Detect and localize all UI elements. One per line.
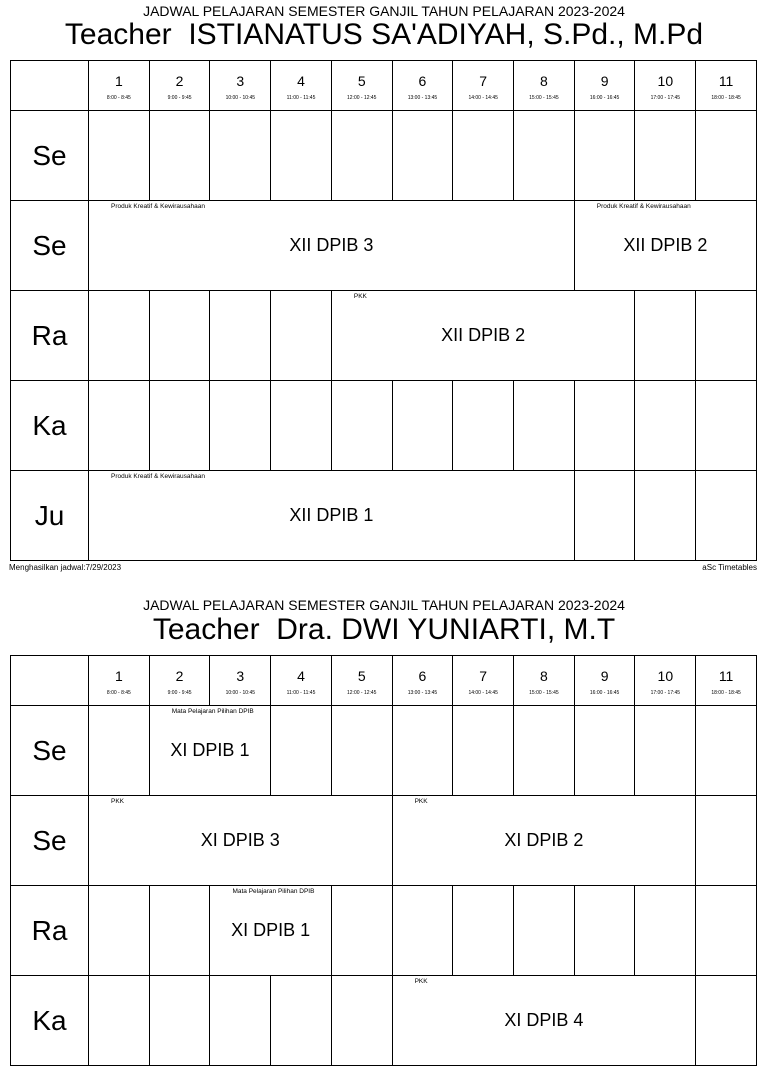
empty-slot [696, 886, 757, 976]
period-number: 3 [236, 73, 245, 89]
day-row [11, 706, 757, 796]
period-header [392, 656, 453, 706]
lesson-cell [149, 706, 270, 796]
empty-slot [149, 976, 210, 1066]
period-number: 4 [297, 668, 305, 684]
empty-slot [331, 886, 392, 976]
day-label: Se [11, 706, 89, 796]
empty-slot [149, 291, 210, 381]
period-header [696, 61, 757, 111]
period-header [696, 656, 757, 706]
period-time: 12:00 - 12:45 [347, 690, 377, 696]
period-number: 5 [357, 73, 366, 89]
class-name: XII DPIB 3 [289, 235, 374, 255]
empty-slot [514, 886, 575, 976]
empty-slot [392, 886, 453, 976]
day-label: Ra [11, 886, 89, 976]
empty-slot [271, 111, 332, 201]
timetable [10, 60, 757, 561]
period-time: 17:00 - 17:45 [650, 95, 681, 101]
period-number: 3 [236, 668, 245, 684]
empty-slot [331, 111, 392, 201]
empty-slot [331, 381, 392, 471]
day-row [11, 201, 757, 291]
period-number: 1 [114, 668, 123, 684]
lesson-cell [210, 886, 331, 976]
period-number: 8 [539, 668, 548, 684]
empty-slot [696, 381, 757, 471]
day-label: Ju [11, 471, 89, 561]
period-number: 11 [718, 668, 734, 684]
period-time: 15:00 - 15:45 [529, 690, 559, 696]
empty-slot [453, 886, 514, 976]
empty-slot [696, 796, 757, 886]
empty-slot [89, 886, 150, 976]
period-time: 13:00 - 13:45 [407, 690, 438, 696]
day-label: Ka [11, 381, 89, 471]
period-header [271, 61, 332, 111]
class-name: XII DPIB 2 [623, 235, 708, 255]
day-row [11, 381, 757, 471]
empty-slot [574, 111, 635, 201]
period-header [331, 656, 392, 706]
corner-cell [11, 61, 89, 111]
period-number: 5 [357, 668, 366, 684]
empty-slot [514, 706, 575, 796]
empty-slot [453, 381, 514, 471]
empty-slot [210, 111, 271, 201]
empty-slot [696, 291, 757, 381]
schedule-subtitle: JADWAL PELAJARAN SEMESTER GANJIL TAHUN PELAJARAN 2023-2024 [143, 3, 625, 19]
subject-name: Produk Kreatif & Kewirausahaan [111, 203, 205, 210]
period-number: 6 [418, 73, 427, 89]
period-time: 10:00 - 10:45 [225, 95, 256, 101]
period-header [210, 656, 271, 706]
period-time: 14:00 - 14:45 [468, 690, 498, 696]
day-row [11, 886, 757, 976]
period-header [89, 656, 150, 706]
empty-slot [149, 381, 210, 471]
empty-slot [453, 706, 514, 796]
empty-slot [149, 111, 210, 201]
empty-slot [635, 291, 696, 381]
day-row [11, 976, 757, 1066]
period-header-row [11, 61, 757, 111]
day-row [11, 471, 757, 561]
period-header [574, 61, 635, 111]
period-time: 14:00 - 14:45 [468, 95, 498, 101]
empty-slot [635, 381, 696, 471]
period-number: 10 [657, 73, 674, 89]
period-number: 4 [297, 73, 305, 89]
period-number: 9 [600, 73, 609, 89]
lesson-cell [331, 291, 635, 381]
class-name: XII DPIB 2 [441, 325, 526, 345]
class-name: XI DPIB 3 [200, 830, 280, 850]
empty-slot [89, 976, 150, 1066]
empty-slot [514, 111, 575, 201]
period-time: 10:00 - 10:45 [225, 690, 256, 696]
generated-date: Menghasilkan jadwal:7/29/2023 [9, 563, 122, 572]
empty-slot [696, 706, 757, 796]
subject-name: PKK [353, 293, 367, 300]
empty-slot [331, 976, 392, 1066]
day-label: Se [11, 111, 89, 201]
period-header [635, 656, 696, 706]
lesson-cell [89, 201, 575, 291]
period-header [149, 656, 210, 706]
day-label: Ra [11, 291, 89, 381]
empty-slot [89, 291, 150, 381]
empty-slot [89, 381, 150, 471]
empty-slot [453, 111, 514, 201]
period-time: 9:00 - 9:45 [167, 95, 192, 101]
period-header [574, 656, 635, 706]
class-name: XII DPIB 1 [289, 505, 374, 525]
period-time: 16:00 - 16:45 [589, 95, 620, 101]
period-number: 7 [479, 668, 488, 684]
empty-slot [574, 471, 635, 561]
period-time: 11:00 - 11:45 [286, 690, 316, 696]
period-time: 15:00 - 15:45 [529, 95, 559, 101]
class-name: XI DPIB 4 [504, 1010, 584, 1030]
period-header [453, 656, 514, 706]
empty-slot [392, 381, 453, 471]
period-header [210, 61, 271, 111]
day-row [11, 291, 757, 381]
period-time: 8:00 - 8:45 [106, 690, 131, 696]
lesson-cell [89, 471, 575, 561]
corner-cell [11, 656, 89, 706]
teacher-title: Teacher Dra. DWI YUNIARTI, M.T [152, 613, 616, 646]
empty-slot [271, 291, 332, 381]
empty-slot [210, 381, 271, 471]
day-label: Se [11, 796, 89, 886]
empty-slot [635, 706, 696, 796]
period-time: 8:00 - 8:45 [106, 95, 131, 101]
period-header [392, 61, 453, 111]
period-time: 13:00 - 13:45 [407, 95, 438, 101]
timetable [10, 655, 757, 1066]
subject-name: Produk Kreatif & Kewirausahaan [111, 473, 205, 480]
subject-name: PKK [111, 798, 125, 805]
empty-slot [696, 976, 757, 1066]
empty-slot [210, 291, 271, 381]
period-number: 1 [114, 73, 123, 89]
empty-slot [271, 381, 332, 471]
period-number: 9 [600, 668, 609, 684]
asc-timetables-credit: aSc Timetables [702, 563, 757, 572]
period-time: 18:00 - 18:45 [711, 690, 741, 696]
day-label: Ka [11, 976, 89, 1066]
class-name: XI DPIB 1 [231, 920, 311, 940]
period-header [271, 656, 332, 706]
period-header [514, 656, 575, 706]
subject-name: Mata Pelajaran Pilihan DPIB [232, 888, 315, 895]
lesson-cell [392, 796, 696, 886]
empty-slot [331, 706, 392, 796]
empty-slot [696, 111, 757, 201]
lesson-cell [392, 976, 696, 1066]
subject-name: Produk Kreatif & Kewirausahaan [596, 203, 691, 210]
class-name: XI DPIB 1 [170, 740, 250, 760]
lesson-cell [574, 201, 756, 291]
empty-slot [392, 706, 453, 796]
subject-name: PKK [414, 978, 428, 985]
period-header [149, 61, 210, 111]
period-number: 10 [657, 668, 674, 684]
day-row [11, 796, 757, 886]
empty-slot [89, 706, 150, 796]
empty-slot [271, 706, 332, 796]
day-label: Se [11, 201, 89, 291]
empty-slot [271, 976, 332, 1066]
period-time: 18:00 - 18:45 [711, 95, 741, 101]
period-header-row [11, 656, 757, 706]
empty-slot [696, 471, 757, 561]
period-header [514, 61, 575, 111]
period-header [89, 61, 150, 111]
empty-slot [574, 381, 635, 471]
period-time: 16:00 - 16:45 [589, 690, 620, 696]
lesson-cell [89, 796, 393, 886]
empty-slot [89, 111, 150, 201]
period-number: 2 [175, 668, 184, 684]
period-number: 6 [418, 668, 427, 684]
empty-slot [149, 886, 210, 976]
period-time: 12:00 - 12:45 [347, 95, 377, 101]
empty-slot [210, 976, 271, 1066]
class-name: XI DPIB 2 [504, 830, 584, 850]
subject-name: PKK [414, 798, 428, 805]
period-number: 11 [718, 73, 734, 89]
period-header [635, 61, 696, 111]
teacher-title: Teacher ISTIANATUS SA'ADIYAH, S.Pd., M.Pd [64, 18, 704, 51]
period-number: 7 [479, 73, 488, 89]
day-row [11, 111, 757, 201]
period-header [453, 61, 514, 111]
period-header [331, 61, 392, 111]
period-time: 11:00 - 11:45 [286, 95, 316, 101]
period-number: 8 [539, 73, 548, 89]
schedule-subtitle: JADWAL PELAJARAN SEMESTER GANJIL TAHUN PELAJARAN 2023-2024 [143, 597, 625, 613]
period-time: 17:00 - 17:45 [650, 690, 681, 696]
empty-slot [574, 706, 635, 796]
empty-slot [574, 886, 635, 976]
subject-name: Mata Pelajaran Pilihan DPIB [171, 708, 254, 715]
empty-slot [635, 471, 696, 561]
period-number: 2 [175, 73, 184, 89]
empty-slot [514, 381, 575, 471]
empty-slot [392, 111, 453, 201]
period-time: 9:00 - 9:45 [167, 690, 192, 696]
empty-slot [635, 111, 696, 201]
empty-slot [635, 886, 696, 976]
